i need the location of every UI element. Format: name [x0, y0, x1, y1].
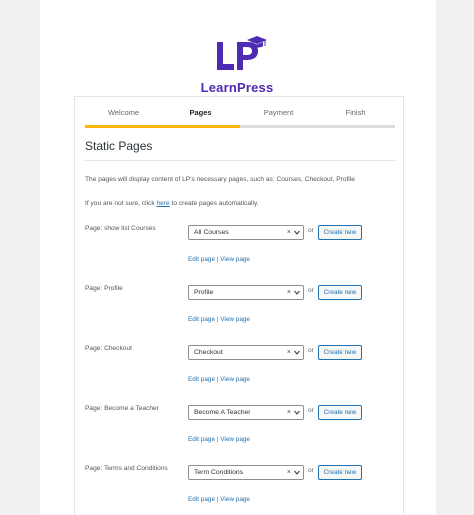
create-new-button[interactable]: Create new — [318, 465, 362, 480]
link-separator: | — [216, 436, 219, 443]
or-text: or — [308, 227, 314, 234]
terms-page-select[interactable] — [188, 465, 304, 480]
auto-create-link[interactable]: here — [156, 200, 170, 207]
auto-create-hint — [85, 200, 259, 207]
row-label: Page: show list Courses — [85, 225, 156, 232]
hint-text-after: to create pages automatically. — [169, 200, 259, 207]
or-text: or — [308, 347, 314, 354]
edit-page-link[interactable]: Edit page — [188, 316, 216, 323]
view-page-link[interactable]: View page — [220, 376, 250, 383]
or-text: or — [308, 407, 314, 414]
clear-icon[interactable]: × — [286, 469, 291, 476]
wizard-progress-track — [85, 125, 395, 128]
edit-page-link[interactable]: Edit page — [188, 496, 216, 503]
chevron-down-icon — [294, 470, 300, 475]
edit-page-link[interactable]: Edit page — [188, 436, 216, 443]
or-text: or — [308, 287, 314, 294]
chevron-down-icon — [294, 230, 300, 235]
link-separator: | — [216, 256, 219, 263]
view-page-link[interactable]: View page — [220, 496, 250, 503]
hint-text-before: If you are not sure, click — [85, 200, 157, 207]
link-separator: | — [216, 496, 219, 503]
view-page-link[interactable]: View page — [220, 256, 250, 263]
link-separator: | — [216, 316, 219, 323]
or-text: or — [308, 467, 314, 474]
page-links — [188, 436, 250, 443]
chevron-down-icon — [294, 410, 300, 415]
clear-icon[interactable]: × — [286, 229, 291, 236]
clear-icon[interactable]: × — [286, 349, 291, 356]
chevron-down-icon — [294, 350, 300, 355]
page-row-become-teacher — [85, 405, 395, 455]
select-value: Profile — [194, 289, 214, 296]
brand-logo — [0, 36, 474, 95]
page-row-courses — [85, 225, 395, 275]
checkout-page-select[interactable] — [188, 345, 304, 360]
step-payment[interactable]: Payment — [263, 108, 294, 117]
edit-page-link[interactable]: Edit page — [188, 256, 216, 263]
page-links — [188, 376, 250, 383]
page-row-terms — [85, 465, 395, 515]
step-pages[interactable]: Pages — [189, 108, 212, 117]
setup-wizard-card — [74, 96, 404, 515]
become-teacher-page-select[interactable] — [188, 405, 304, 420]
page-row-checkout — [85, 345, 395, 395]
select-value: Term Conditions — [194, 469, 244, 476]
courses-page-select[interactable] — [188, 225, 304, 240]
select-value: Become A Teacher — [194, 409, 251, 416]
clear-icon[interactable]: × — [286, 409, 291, 416]
brand-name: LearnPress — [200, 80, 274, 95]
learnpress-logo-icon — [207, 36, 267, 74]
row-label: Page: Terms and Conditions — [85, 465, 168, 472]
page-links — [188, 496, 250, 503]
pages-description: The pages will display content of LP's necessary pages, such as: Courses, Checkout, Profile — [85, 176, 355, 183]
clear-icon[interactable]: × — [286, 289, 291, 296]
chevron-down-icon — [294, 290, 300, 295]
view-page-link[interactable]: View page — [220, 316, 250, 323]
page-row-profile — [85, 285, 395, 335]
wizard-progress-fill — [85, 125, 240, 128]
create-new-button[interactable]: Create new — [318, 225, 362, 240]
create-new-button[interactable]: Create new — [318, 285, 362, 300]
row-label: Page: Become a Teacher — [85, 405, 159, 412]
link-separator: | — [216, 376, 219, 383]
step-welcome[interactable]: Welcome — [107, 108, 140, 117]
select-value: All Courses — [194, 229, 229, 236]
profile-page-select[interactable] — [188, 285, 304, 300]
page-links — [188, 316, 250, 323]
row-label: Page: Checkout — [85, 345, 132, 352]
step-finish[interactable]: Finish — [345, 108, 366, 117]
divider — [85, 160, 395, 161]
create-new-button[interactable]: Create new — [318, 345, 362, 360]
view-page-link[interactable]: View page — [220, 436, 250, 443]
edit-page-link[interactable]: Edit page — [188, 376, 216, 383]
select-value: Checkout — [194, 349, 223, 356]
row-label: Page: Profile — [85, 285, 123, 292]
create-new-button[interactable]: Create new — [318, 405, 362, 420]
page-title: Static Pages — [85, 139, 153, 153]
page-links — [188, 256, 250, 263]
